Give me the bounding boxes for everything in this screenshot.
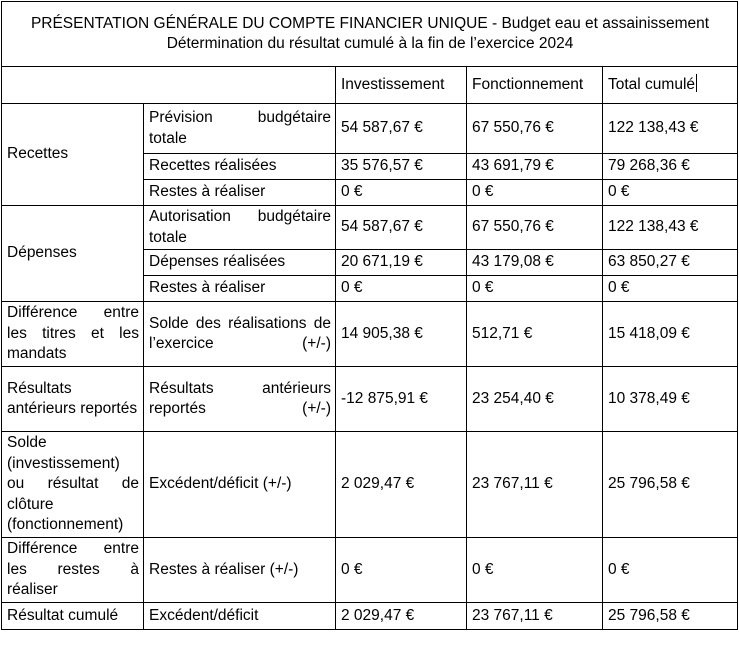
cell-total[interactable]: 0 €	[603, 276, 738, 302]
section-difference-titres[interactable]: Différence entre les titres et les mandats	[2, 302, 144, 367]
title-row	[2, 2, 738, 67]
cell-fonctionnement[interactable]: 23 254,40 €	[467, 367, 603, 432]
header-blank-cell[interactable]	[2, 67, 336, 104]
cell-investissement[interactable]: 0 €	[336, 180, 467, 206]
cell-fonctionnement[interactable]: 512,71 €	[467, 302, 603, 367]
section-recettes[interactable]: Recettes	[2, 104, 144, 206]
cell-fonctionnement[interactable]: 0 €	[467, 538, 603, 603]
cell-total[interactable]: 79 268,36 €	[603, 154, 738, 180]
header-total-label: Total cumulé	[608, 76, 696, 94]
header-total-cumule[interactable]	[603, 67, 738, 104]
header-row	[2, 67, 738, 104]
table-row	[2, 104, 738, 154]
title-line-2: Détermination du résultat cumulé à la fin de l’exercice 2024	[166, 35, 574, 52]
row-label[interactable]: Restes à réaliser (+/-)	[144, 538, 336, 603]
cell-investissement[interactable]: 2 029,47 €	[336, 432, 467, 538]
cell-investissement[interactable]: 54 587,67 €	[336, 104, 467, 154]
cell-total[interactable]: 122 138,43 €	[603, 206, 738, 250]
cell-total[interactable]: 25 796,58 €	[603, 432, 738, 538]
cell-investissement[interactable]: -12 875,91 €	[336, 367, 467, 432]
cell-fonctionnement[interactable]: 23 767,11 €	[467, 603, 603, 630]
cell-total[interactable]: 15 418,09 €	[603, 302, 738, 367]
cell-investissement[interactable]: 0 €	[336, 538, 467, 603]
header-investissement[interactable]: Investissement	[336, 67, 467, 104]
cell-fonctionnement[interactable]: 43 691,79 €	[467, 154, 603, 180]
cell-investissement[interactable]: 0 €	[336, 276, 467, 302]
table-title[interactable]	[2, 2, 738, 67]
cell-fonctionnement[interactable]: 67 550,76 €	[467, 104, 603, 154]
cell-investissement[interactable]: 54 587,67 €	[336, 206, 467, 250]
table-row	[2, 432, 738, 538]
table-row	[2, 206, 738, 250]
cell-investissement[interactable]: 35 576,57 €	[336, 154, 467, 180]
row-label[interactable]: Restes à réaliser	[144, 276, 336, 302]
row-label[interactable]: Solde des réalisations de l’exercice (+/-)	[144, 302, 336, 367]
title-line-1: PRÉSENTATION GÉNÉRALE DU COMPTE FINANCIER UNIQUE - Budget eau et assainissement	[30, 14, 710, 32]
table-row	[2, 603, 738, 630]
row-label[interactable]: Autorisation budgétaire totale	[144, 206, 336, 250]
resultat-table	[1, 1, 738, 630]
cell-total[interactable]: 10 378,49 €	[603, 367, 738, 432]
cell-total[interactable]: 122 138,43 €	[603, 104, 738, 154]
row-label[interactable]: Dépenses réalisées	[144, 250, 336, 276]
row-label[interactable]: Recettes réalisées	[144, 154, 336, 180]
row-label[interactable]: Excédent/déficit (+/-)	[144, 432, 336, 538]
cell-total[interactable]: 0 €	[603, 180, 738, 206]
cell-fonctionnement[interactable]: 0 €	[467, 276, 603, 302]
row-label[interactable]: Excédent/déficit	[144, 603, 336, 630]
cell-total[interactable]: 63 850,27 €	[603, 250, 738, 276]
header-fonctionnement[interactable]: Fonctionnement	[467, 67, 603, 104]
row-label[interactable]: Restes à réaliser	[144, 180, 336, 206]
cell-fonctionnement[interactable]: 23 767,11 €	[467, 432, 603, 538]
section-depenses[interactable]: Dépenses	[2, 206, 144, 302]
cell-total[interactable]: 0 €	[603, 538, 738, 603]
row-label[interactable]: Résultats antérieurs reportés (+/-)	[144, 367, 336, 432]
cell-investissement[interactable]: 14 905,38 €	[336, 302, 467, 367]
section-resultat-cumule[interactable]: Résultat cumulé	[2, 603, 144, 630]
cell-fonctionnement[interactable]: 43 179,08 €	[467, 250, 603, 276]
cell-fonctionnement[interactable]: 67 550,76 €	[467, 206, 603, 250]
section-resultats-anterieurs[interactable]: Résultats antérieurs reportés	[2, 367, 144, 432]
row-label[interactable]: Prévision budgétaire totale	[144, 104, 336, 154]
cell-investissement[interactable]: 20 671,19 €	[336, 250, 467, 276]
cell-fonctionnement[interactable]: 0 €	[467, 180, 603, 206]
table-row	[2, 538, 738, 603]
cell-investissement[interactable]: 2 029,47 €	[336, 603, 467, 630]
section-difference-restes[interactable]: Différence entre les restes à réaliser	[2, 538, 144, 603]
table-row	[2, 367, 738, 432]
section-solde[interactable]: Solde (investissement) ou résultat de clôture (fonctionnement)	[2, 432, 144, 538]
text-cursor	[696, 74, 697, 92]
cell-total[interactable]: 25 796,58 €	[603, 603, 738, 630]
table-row	[2, 302, 738, 367]
